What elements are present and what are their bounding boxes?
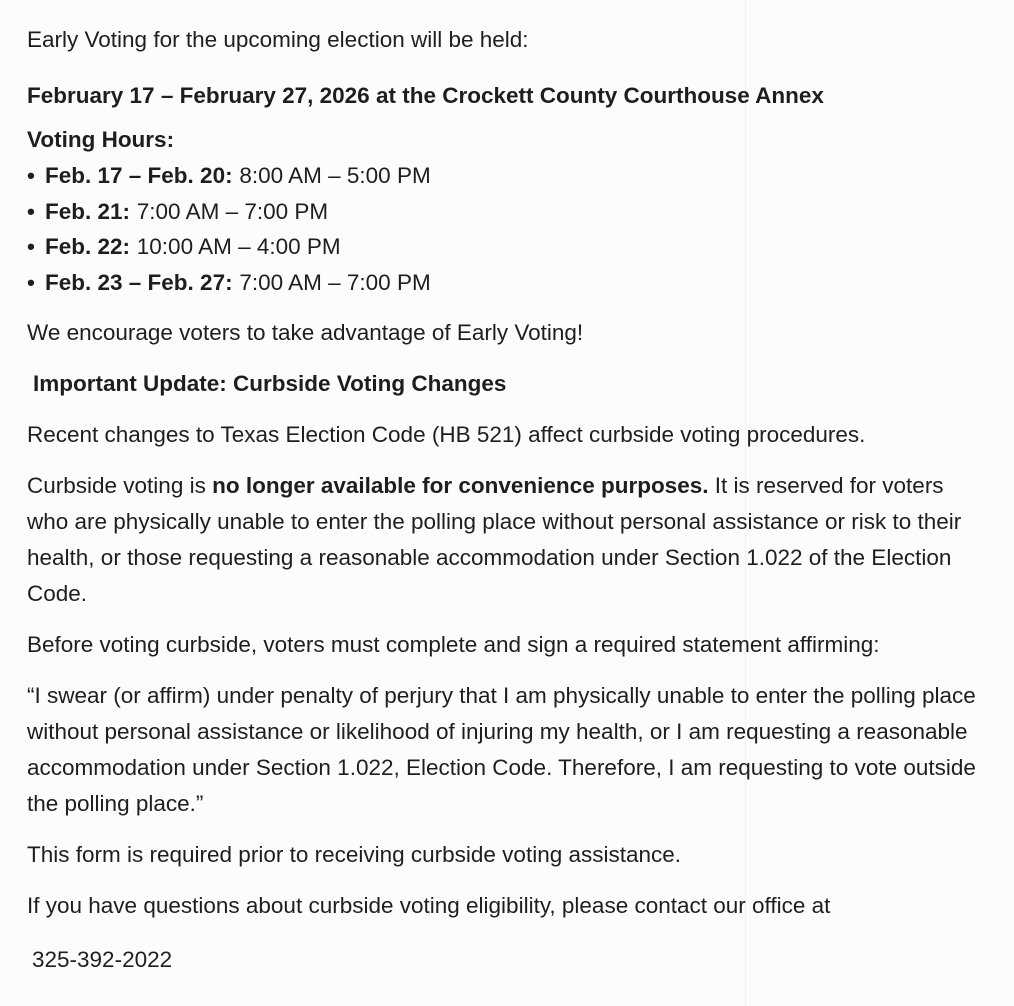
contact-questions-line: If you have questions about curbside voting eligibility, please contact our office at bbox=[27, 893, 831, 918]
hours-date-range: Feb. 17 – Feb. 20: bbox=[45, 163, 233, 188]
curbside-policy-paragraph bbox=[27, 468, 987, 612]
curbside-bold-text: no longer available for convenience purposes. bbox=[212, 473, 709, 498]
list-item bbox=[27, 194, 987, 230]
early-voting-date-location: February 17 – February 27, 2026 at the Crockett County Courthouse Annex bbox=[27, 83, 824, 108]
before-voting-line: Before voting curbside, voters must complete and sign a required statement affirming: bbox=[27, 632, 880, 657]
important-update-heading: Important Update: Curbside Voting Changes bbox=[33, 371, 507, 396]
voting-hours-heading: Voting Hours: bbox=[27, 127, 175, 152]
affirmation-quote-paragraph: “I swear (or affirm) under penalty of perjury that I am physically unable to enter the polling place without personal assistance or likelihood of injuring my health, or I am requesting a reasonable accommodation under Section 1.022, Election Code. Therefore, I am requesting to vote outside the polling place.” bbox=[27, 683, 976, 816]
hours-time-range: 7:00 AM – 7:00 PM bbox=[239, 269, 431, 295]
phone-number: 325-392-2022 bbox=[32, 947, 173, 972]
curbside-rest-text: It is reserved for voters who are physically unable to enter the polling place without personal assistance or risk to their health, or those requesting a reasonable accommodation under Section 1.022 of the Election Code. bbox=[27, 473, 962, 606]
hours-time-range: 8:00 AM – 5:00 PM bbox=[239, 163, 431, 188]
form-required-line: This form is required prior to receiving curbside voting assistance. bbox=[27, 842, 682, 867]
hours-time-range: 7:00 AM – 7:00 PM bbox=[136, 198, 329, 224]
encouragement-line: We encourage voters to take advantage of Early Voting! bbox=[27, 320, 584, 345]
hours-date-range: Feb. 22: bbox=[45, 234, 131, 259]
list-item bbox=[27, 158, 987, 194]
curbside-lead-text: Curbside voting is bbox=[27, 473, 213, 498]
intro-line: Early Voting for the upcoming election will be held: bbox=[27, 27, 529, 52]
list-item bbox=[27, 265, 987, 301]
list-item bbox=[27, 229, 987, 265]
hours-date-range: Feb. 21: bbox=[45, 198, 131, 224]
voting-hours-list bbox=[27, 158, 987, 300]
hours-time-range: 10:00 AM – 4:00 PM bbox=[136, 234, 341, 259]
recent-changes-line: Recent changes to Texas Election Code (HB 521) affect curbside voting procedures. bbox=[27, 422, 866, 447]
hours-date-range: Feb. 23 – Feb. 27: bbox=[45, 269, 233, 295]
